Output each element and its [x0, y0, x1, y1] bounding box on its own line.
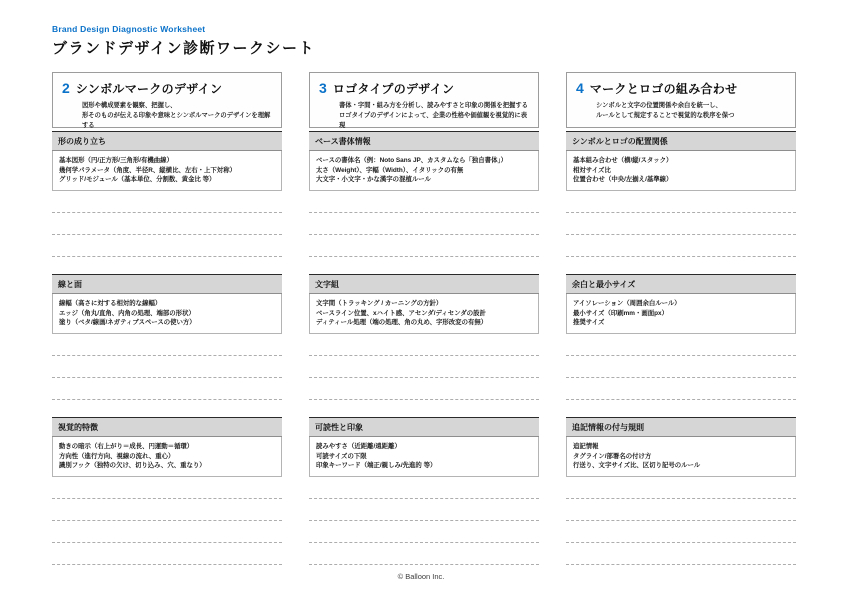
section-heading: 線と面 [52, 274, 282, 294]
writing-line [52, 477, 282, 499]
section-typesetting [309, 274, 539, 400]
section-heading: 可読性と印象 [309, 417, 539, 437]
writing-line [566, 378, 796, 400]
section-heading: ベース書体情報 [309, 131, 539, 151]
worksheet-columns [52, 72, 796, 582]
section-heading: 形の成り立ち [52, 131, 282, 151]
checklist-item: 追記情報 [573, 443, 599, 450]
writing-line [309, 378, 539, 400]
checklist-item: 最小サイズ（印刷mm・画面px） [573, 309, 668, 317]
writing-line [566, 356, 796, 378]
column-number: 2 [62, 80, 70, 96]
checklist-item: 識別フック（独特の欠け、切り込み、穴、重なり） [59, 462, 206, 470]
section-items [309, 151, 539, 191]
writing-line [52, 356, 282, 378]
column-header [52, 72, 282, 128]
writing-line [309, 191, 539, 213]
section-shape-origin [52, 131, 282, 257]
column-subtitle-line: ロゴタイプのデザインによって、企業の性格や価値観を視覚的に表現 [339, 112, 528, 130]
writing-area [52, 477, 282, 565]
checklist-item: 基本組み合わせ（横/縦/スタック） [573, 157, 673, 164]
column-title: ロゴタイプのデザイン [332, 82, 455, 96]
section-items [566, 437, 796, 477]
writing-line [309, 235, 539, 257]
writing-line [52, 235, 282, 257]
column-header [309, 72, 539, 128]
section-items [566, 151, 796, 191]
writing-line [309, 213, 539, 235]
writing-line [309, 334, 539, 356]
checklist-item: 印象キーワード（端正/親しみ/先進的 等） [316, 462, 437, 470]
section-items [309, 294, 539, 334]
checklist-item: 大文字・小文字・かな漢字の混植ルール [316, 176, 431, 184]
writing-line [309, 521, 539, 543]
checklist-item: アイソレーション（周囲余白ルール） [573, 300, 681, 307]
section-heading: 文字組 [309, 274, 539, 294]
section-heading: シンボルとロゴの配置関係 [566, 131, 796, 151]
writing-line [566, 543, 796, 565]
column-subtitle-line: 形そのものが伝える印象や意味とシンボルマークのデザインを理解する [82, 112, 271, 130]
checklist-item: 読みやすさ（近距離/遠距離） [316, 443, 401, 450]
section-items [52, 437, 282, 477]
checklist-item: エッジ（角丸/直角、内角の処理、端部の形状） [59, 309, 195, 317]
checklist-item: 相対サイズ比 [573, 166, 611, 174]
section-items [52, 294, 282, 334]
writing-area [309, 191, 539, 257]
section-items [566, 294, 796, 334]
checklist-item: 位置合わせ（中央/左揃え/基準線） [573, 176, 673, 184]
section-base-typeface [309, 131, 539, 257]
worksheet-column-symbol-mark [52, 72, 282, 582]
checklist-item: 線幅（高さに対する相対的な線幅） [59, 300, 162, 307]
column-subtitle-line: 書体・字間・組み方を分析し、読みやすさと印象の関係を把握する [339, 102, 528, 109]
worksheet-column-logotype [309, 72, 539, 582]
column-header [566, 72, 796, 128]
writing-line [566, 191, 796, 213]
writing-line [566, 235, 796, 257]
writing-line [566, 477, 796, 499]
writing-line [52, 499, 282, 521]
column-title: マークとロゴの組み合わせ [589, 82, 738, 96]
checklist-item: ベースライン位置、xハイト感、アセンダ/ディセンダの設計 [316, 309, 486, 317]
section-placement-relation [566, 131, 796, 257]
page-title: ブランドデザイン診断ワークシート [52, 40, 315, 57]
checklist-item: 行送り、文字サイズ比、区切り記号のルール [573, 462, 701, 470]
checklist-item: 推奨サイズ [573, 319, 605, 327]
writing-line [566, 334, 796, 356]
writing-area [52, 191, 282, 257]
section-margin-min-size [566, 274, 796, 400]
section-items [52, 151, 282, 191]
section-heading: 余白と最小サイズ [566, 274, 796, 294]
writing-area [566, 477, 796, 565]
writing-line [309, 356, 539, 378]
checklist-item: ベースの書体名（例：Noto Sans JP、カスタムなら「独自書体」） [316, 157, 508, 164]
checklist-item: 文字間（トラッキング / カーニングの方針） [316, 300, 443, 307]
writing-line [52, 521, 282, 543]
column-subtitle-line: 図形や構成要素を観察、把握し、 [82, 102, 177, 109]
writing-line [52, 334, 282, 356]
writing-line [566, 499, 796, 521]
writing-area [309, 477, 539, 565]
checklist-item: 動きの暗示（右上がり＝成長、円運動＝循環） [59, 443, 194, 450]
section-heading: 視覚的特徴 [52, 417, 282, 437]
writing-line [52, 191, 282, 213]
column-number: 3 [319, 80, 327, 96]
writing-area [52, 334, 282, 400]
column-subtitle-line: シンボルと文字の位置関係や余白を統一し、 [596, 102, 722, 109]
section-legibility-impression [309, 417, 539, 565]
writing-line [309, 499, 539, 521]
checklist-item: 基本図形（円/正方形/三角形/有機曲線） [59, 157, 173, 164]
writing-area [566, 191, 796, 257]
writing-line [52, 378, 282, 400]
checklist-item: 可読サイズの下限 [316, 452, 367, 460]
checklist-item: ディティール処理（端の処理、角の丸め、字形改変の有無） [316, 319, 488, 327]
checklist-item: 幾何学パラメータ（角度、半径R、縦横比、左右・上下対称） [59, 166, 236, 174]
writing-line [566, 213, 796, 235]
checklist-item: 塗り（ベタ/線画/ネガティブスペースの使い方） [59, 319, 196, 327]
checklist-item: 方向性（進行方向、視線の流れ、重心） [59, 452, 175, 460]
column-title: シンボルマークのデザイン [75, 82, 223, 96]
section-line-and-plane [52, 274, 282, 400]
writing-line [309, 477, 539, 499]
column-subtitle-line: ルールとして規定することで視覚的な秩序を保つ [596, 112, 735, 120]
section-heading: 追記情報の付与規則 [566, 417, 796, 437]
column-number: 4 [576, 80, 584, 96]
section-additional-info-rules [566, 417, 796, 565]
section-visual-features [52, 417, 282, 565]
checklist-item: 太さ（Weight）、字幅（Width）、イタリックの有無 [316, 166, 464, 174]
worksheet-column-lockup [566, 72, 796, 582]
writing-line [309, 543, 539, 565]
checklist-item: グリッド/モジュール（基本単位、分割数、黄金比 等） [59, 176, 216, 184]
copyright-notice: © Balloon Inc. [397, 572, 445, 581]
writing-area [309, 334, 539, 400]
worksheet-eyebrow: Brand Design Diagnostic Worksheet [52, 24, 206, 34]
writing-line [52, 543, 282, 565]
checklist-item: タグライン/部署名の付け方 [573, 452, 652, 460]
writing-line [566, 521, 796, 543]
writing-line [52, 213, 282, 235]
writing-area [566, 334, 796, 400]
section-items [309, 437, 539, 477]
